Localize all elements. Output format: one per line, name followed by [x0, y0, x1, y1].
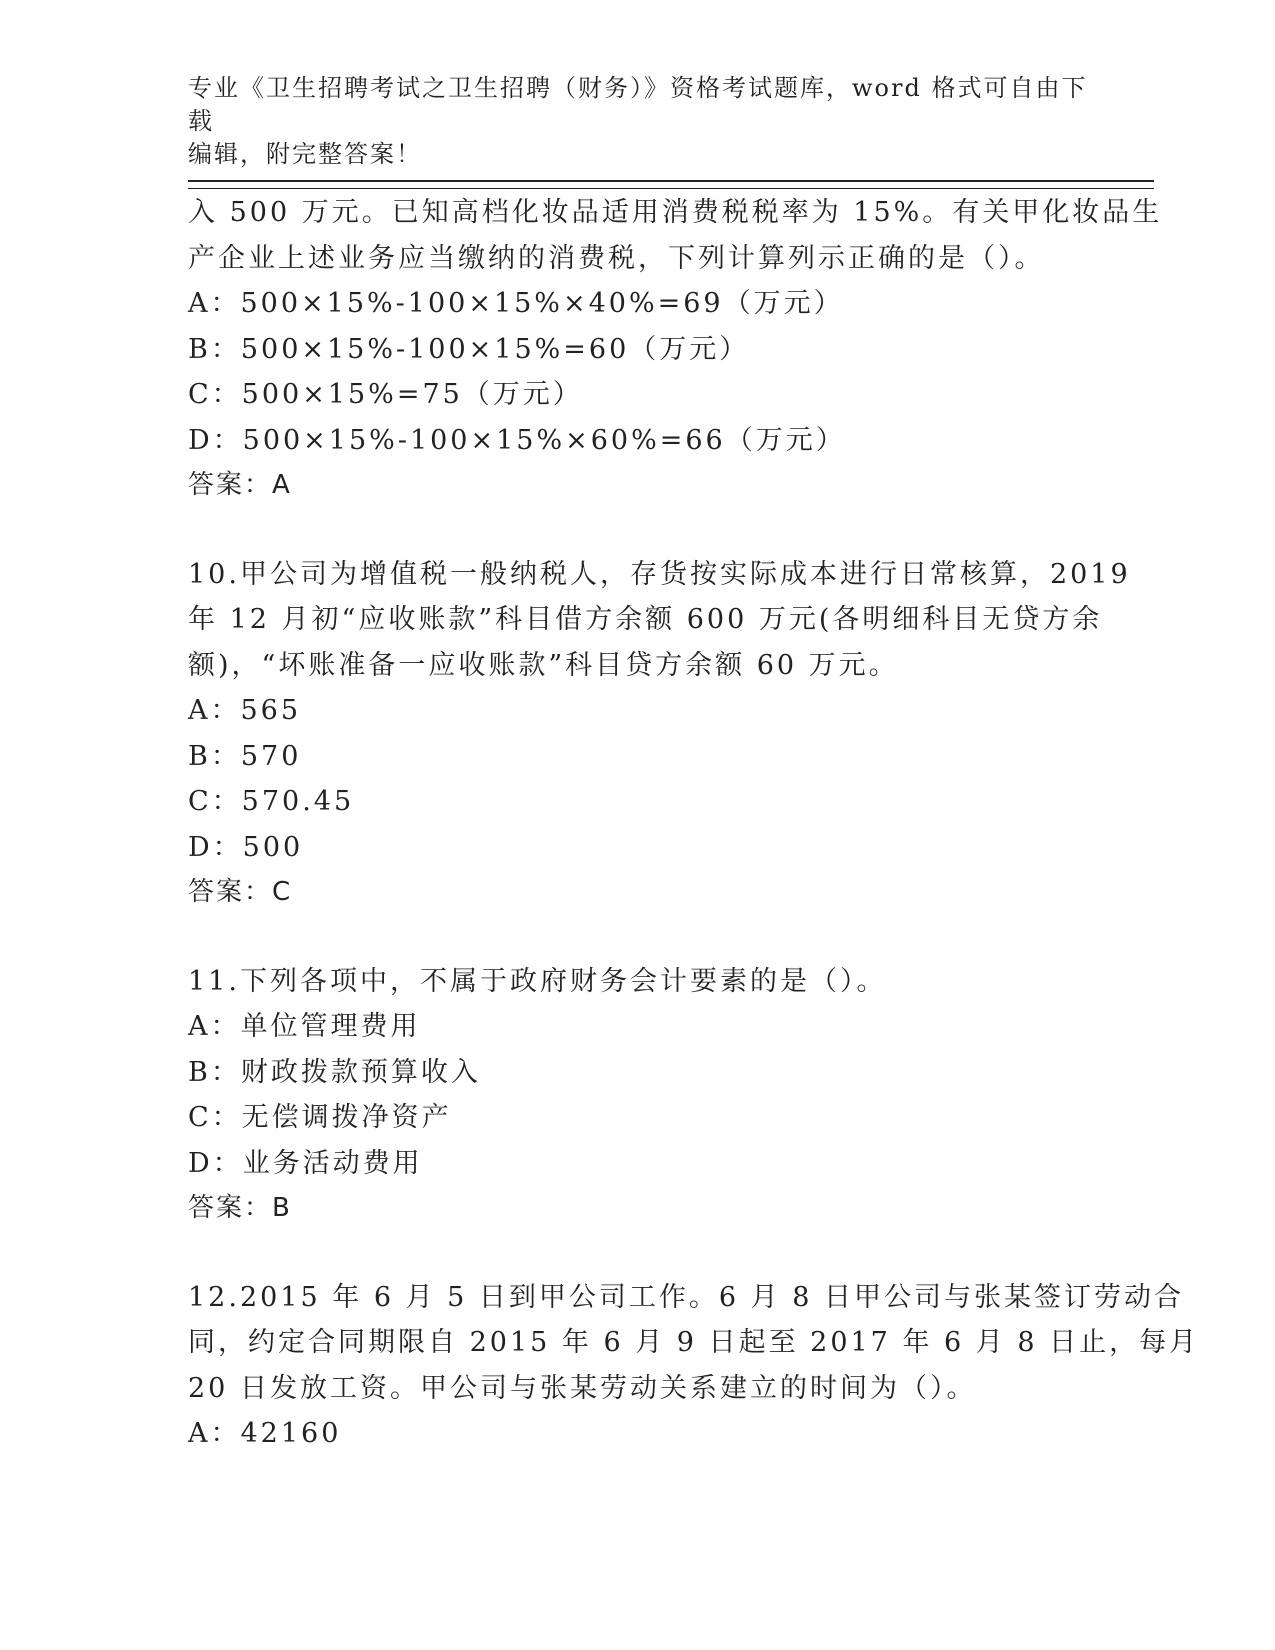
question-text-line: 10.甲公司为增值税一般纳税人，存货按实际成本进行日常核算，2019	[188, 558, 1131, 590]
option-a: A：500×15%-100×15%×40%=69（万元）	[188, 288, 844, 319]
option-c: C：570.45	[188, 786, 355, 817]
header-line: 编辑，附完整答案！	[188, 140, 422, 168]
question-text-line: 额)，“坏账准备一应收账款”科目贷方余额 60 万元。	[188, 649, 899, 681]
option-c: C：500×15%=75（万元）	[188, 379, 583, 410]
option-d: D：500×15%-100×15%×60%=66（万元）	[188, 424, 846, 456]
question-text-line: 12.2015 年 6 月 5 日到甲公司工作。6 月 8 日甲公司与张某签订劳动合	[188, 1281, 1185, 1313]
question-text-line: 11.下列各项中，不属于政府财务会计要素的是（）。	[188, 965, 887, 997]
question-content	[188, 190, 1200, 1457]
header-line: 专业《卫生招聘考试之卫生招聘（财务）》资格考试题库，word 格式可自由下载	[188, 74, 1088, 135]
question-text-line: 同，约定合同期限自 2015 年 6 月 9 日起至 2017 年 6 月 8 日止，每月	[188, 1327, 1200, 1358]
document-header	[188, 72, 1088, 171]
question-text-line: 年 12 月初“应收账款”科目借方余额 600 万元(各明细科目无贷方余	[188, 604, 1103, 635]
question-9-continuation	[188, 190, 1163, 509]
header-divider	[188, 180, 1154, 189]
question-text-line: 20 日发放工资。甲公司与张某劳动关系建立的时间为（）。	[188, 1372, 977, 1404]
answer-line: 答案：B	[188, 1193, 292, 1223]
option-b: B：570	[188, 740, 302, 772]
answer-line: 答案：C	[188, 877, 293, 907]
option-a: A：单位管理费用	[188, 1011, 421, 1042]
option-b: B：财政拨款预算收入	[188, 1056, 481, 1088]
question-12	[188, 1275, 1200, 1457]
option-c: C：无偿调拨净资产	[188, 1102, 452, 1133]
option-a: A：565	[188, 695, 302, 726]
option-b: B：500×15%-100×15%=60（万元）	[188, 333, 750, 365]
answer-line: 答案：A	[188, 470, 292, 500]
question-text-line: 入 500 万元。已知高档化妆品适用消费税税率为 15%。有关甲化妆品生	[188, 197, 1163, 228]
question-text-line: 产企业上述业务应当缴纳的消费税，下列计算列示正确的是（）。	[188, 242, 1045, 274]
question-10	[188, 552, 1131, 916]
option-d: D：业务活动费用	[188, 1147, 423, 1179]
option-d: D：500	[188, 831, 304, 863]
option-a: A：42160	[188, 1418, 342, 1449]
question-11	[188, 959, 1088, 1232]
